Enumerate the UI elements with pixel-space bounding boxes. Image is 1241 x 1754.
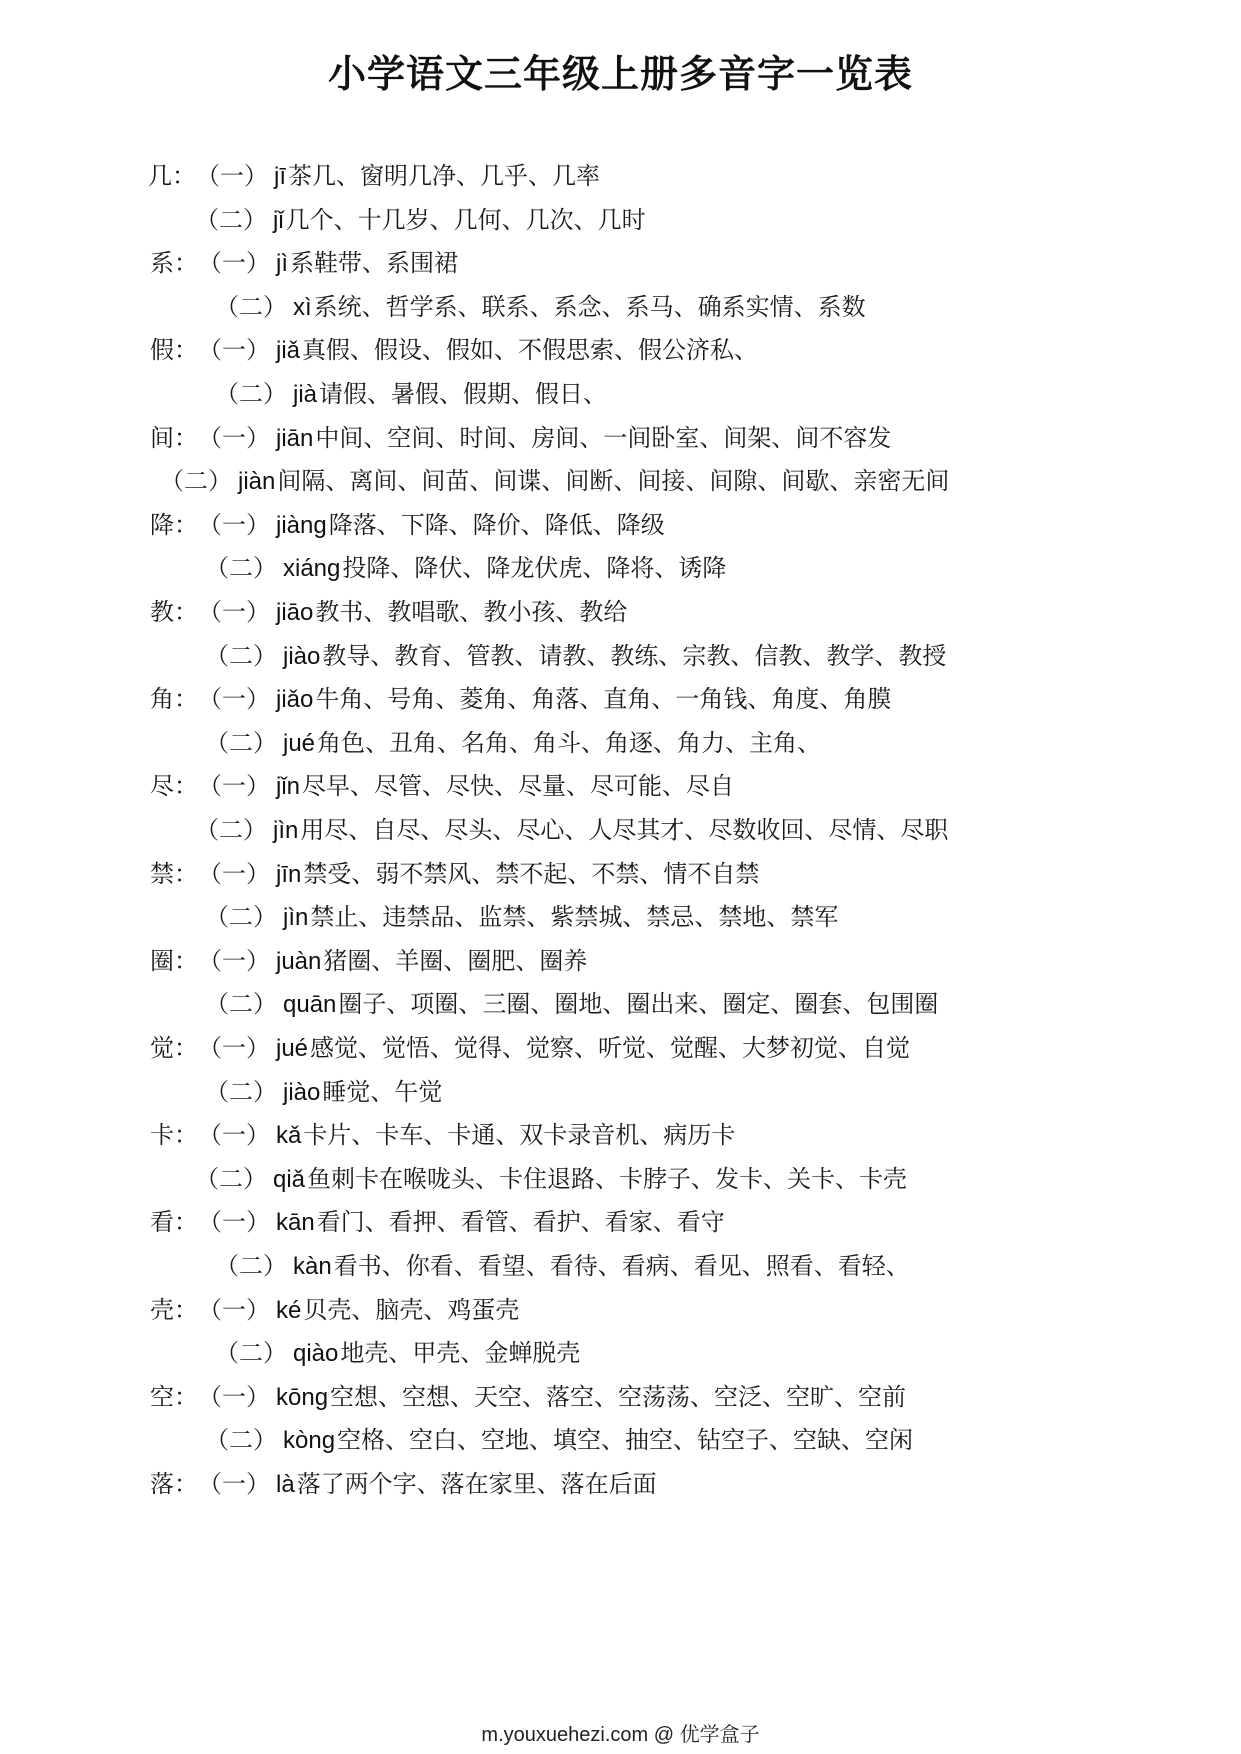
character-head: 落： [150, 1470, 198, 1498]
reading-number: （二） [215, 1252, 287, 1280]
character-head: 圈： [150, 947, 198, 975]
pinyin: jiān [276, 425, 314, 452]
entry-line [150, 945, 587, 977]
example-words: 投降、降伏、降龙伏虎、降将、诱降 [342, 554, 727, 582]
pinyin: jué [283, 730, 316, 757]
document-title: 小学语文三年级上册多音字一览表 [327, 52, 913, 96]
character-head: 角： [150, 685, 198, 713]
example-words: 教导、教育、管教、请教、教练、宗教、信教、教学、教授 [322, 642, 947, 670]
reading-number: （二） [160, 467, 232, 495]
pinyin: kǎ [276, 1122, 302, 1149]
example-words: 圈子、项圈、三圈、圈地、圈出来、圈定、圈套、包围圈 [338, 990, 939, 1018]
reading-number: （二） [215, 1339, 287, 1367]
character-head: 降： [150, 511, 198, 539]
entry-line [150, 1206, 725, 1238]
reading-number: （二） [205, 729, 277, 757]
example-words: 鱼刺卡在喉咙头、卡住退路、卡脖子、发卡、关卡、卡壳 [307, 1165, 908, 1193]
reading-number: （二） [195, 1165, 267, 1193]
reading-number: （一） [198, 1121, 270, 1149]
entry-line [215, 1337, 580, 1369]
reading-number: （一） [198, 685, 270, 713]
example-words: 几个、十几岁、几何、几次、几时 [285, 206, 646, 234]
reading-number: （二） [215, 293, 287, 321]
entry-line [205, 1424, 913, 1456]
reading-number: （二） [205, 554, 277, 582]
pinyin: jiāo [276, 599, 314, 626]
pinyin: quān [283, 991, 337, 1018]
example-words: 卡片、卡车、卡通、双卡录音机、病历卡 [303, 1121, 736, 1149]
entry-line [150, 1468, 657, 1500]
entry-line [150, 1381, 906, 1413]
pinyin: jué [276, 1035, 309, 1062]
entry-line [150, 509, 665, 541]
pinyin: kōng [276, 1384, 329, 1411]
reading-number: （一） [196, 162, 268, 190]
reading-number: （一） [198, 1383, 270, 1411]
character-head: 卡： [150, 1121, 198, 1149]
entry-line [150, 1294, 519, 1326]
entry-line [160, 465, 949, 497]
reading-number: （一） [198, 947, 270, 975]
example-words: 请假、暑假、假期、假日、 [319, 380, 608, 408]
example-words: 落了两个字、落在家里、落在后面 [296, 1470, 657, 1498]
reading-number: （一） [198, 1296, 270, 1324]
example-words: 真假、假设、假如、不假思索、假公济私、 [302, 336, 759, 364]
character-head: 觉： [150, 1034, 198, 1062]
example-words: 牛角、号角、菱角、角落、直角、一角钱、角度、角膜 [315, 685, 892, 713]
example-words: 看门、看押、看管、看护、看家、看守 [316, 1208, 725, 1236]
example-words: 睡觉、午觉 [322, 1078, 443, 1106]
example-words: 地壳、甲壳、金蝉脱壳 [340, 1339, 581, 1367]
entry-line [195, 1163, 907, 1195]
pinyin: jiào [283, 1079, 321, 1106]
entry-line [148, 160, 600, 192]
entry-line [150, 770, 734, 802]
entry-line [195, 204, 646, 236]
reading-number: （一） [198, 424, 270, 452]
pinyin: jì [276, 250, 288, 277]
entry-line [150, 247, 458, 279]
example-words: 贝壳、脑壳、鸡蛋壳 [303, 1296, 520, 1324]
pinyin: jiào [283, 643, 321, 670]
character-head: 禁： [150, 860, 198, 888]
reading-number: （二） [205, 1078, 277, 1106]
pinyin: kòng [283, 1427, 336, 1454]
footer-watermark: m.youxuehezi.com @ 优学盒子 [481, 1724, 760, 1746]
character-head: 间： [150, 424, 198, 452]
example-words: 间隔、离间、间苗、间谍、间断、间接、间隙、间歇、亲密无间 [277, 467, 950, 495]
example-words: 茶几、窗明几净、几乎、几率 [288, 162, 600, 190]
character-head: 壳： [150, 1296, 198, 1324]
entry-line [205, 640, 946, 672]
character-head: 尽： [150, 772, 198, 800]
reading-number: （二） [215, 380, 287, 408]
character-head: 假： [150, 336, 198, 364]
pinyin: kān [276, 1209, 315, 1236]
pinyin: xì [293, 294, 312, 321]
reading-number: （一） [198, 511, 270, 539]
reading-number: （一） [198, 1470, 270, 1498]
pinyin: kàn [293, 1253, 332, 1280]
pinyin: là [276, 1471, 295, 1498]
reading-number: （一） [198, 772, 270, 800]
entry-line [205, 1076, 442, 1108]
entry-line [150, 334, 758, 366]
example-words: 系统、哲学系、联系、系念、系马、确系实情、系数 [313, 293, 866, 321]
example-words: 禁止、违禁品、监禁、紫禁城、禁忌、禁地、禁军 [310, 903, 839, 931]
pinyin: juàn [276, 948, 322, 975]
pinyin: jìn [273, 817, 299, 844]
reading-number: （二） [205, 642, 277, 670]
character-head: 几： [148, 162, 196, 190]
pinyin: qiào [293, 1340, 339, 1367]
entry-line [150, 1032, 910, 1064]
pinyin: jīn [276, 861, 302, 888]
entry-line [215, 291, 866, 323]
pinyin: ké [276, 1297, 302, 1324]
pinyin: jī [274, 163, 286, 190]
character-head: 看： [150, 1208, 198, 1236]
reading-number: （一） [198, 1034, 270, 1062]
entry-line [215, 1250, 910, 1282]
entry-line [205, 727, 821, 759]
reading-number: （一） [198, 1208, 270, 1236]
entry-line [150, 683, 891, 715]
example-words: 角色、丑角、名角、角斗、角逐、角力、主角、 [317, 729, 822, 757]
example-words: 中间、空间、时间、房间、一间卧室、间架、间不容发 [315, 424, 892, 452]
pinyin: xiáng [283, 555, 341, 582]
example-words: 系鞋带、系围裙 [290, 249, 458, 277]
pinyin: jìn [283, 904, 309, 931]
character-head: 教： [150, 598, 198, 626]
reading-number: （一） [198, 249, 270, 277]
example-words: 空想、空想、天空、落空、空荡荡、空泛、空旷、空前 [330, 1383, 907, 1411]
example-words: 尽早、尽管、尽快、尽量、尽可能、尽自 [302, 772, 735, 800]
reading-number: （二） [195, 816, 267, 844]
example-words: 猪圈、羊圈、圈肥、圈养 [323, 947, 588, 975]
character-head: 系： [150, 249, 198, 277]
entry-line [205, 901, 838, 933]
pinyin: qiǎ [273, 1166, 306, 1193]
pinyin: jiàng [276, 512, 327, 539]
entry-line [205, 552, 726, 584]
reading-number: （一） [198, 598, 270, 626]
pinyin: jiǎo [276, 686, 314, 713]
example-words: 降落、下降、降价、降低、降级 [328, 511, 665, 539]
entry-line [195, 814, 948, 846]
reading-number: （一） [198, 860, 270, 888]
example-words: 用尽、自尽、尽头、尽心、人尽其才、尽数收回、尽情、尽职 [300, 816, 949, 844]
reading-number: （二） [205, 903, 277, 931]
example-words: 教书、教唱歌、教小孩、教给 [315, 598, 628, 626]
entry-line [150, 1119, 735, 1151]
entry-line [150, 422, 891, 454]
entry-line [205, 988, 938, 1020]
example-words: 禁受、弱不禁风、禁不起、不禁、情不自禁 [303, 860, 760, 888]
pinyin: jià [293, 381, 318, 408]
entry-line [215, 378, 607, 410]
entry-line [150, 858, 759, 890]
pinyin: jǐ [273, 207, 284, 234]
entry-line [150, 596, 627, 628]
reading-number: （二） [205, 990, 277, 1018]
reading-number: （一） [198, 336, 270, 364]
reading-number: （二） [195, 206, 267, 234]
character-head: 空： [150, 1383, 198, 1411]
reading-number: （二） [205, 1426, 277, 1454]
pinyin: jiǎ [276, 337, 301, 364]
example-words: 看书、你看、看望、看待、看病、看见、照看、看轻、 [333, 1252, 910, 1280]
pinyin: jǐn [276, 773, 301, 800]
example-words: 感觉、觉悟、觉得、觉察、听觉、觉醒、大梦初觉、自觉 [310, 1034, 911, 1062]
example-words: 空格、空白、空地、填空、抽空、钻空子、空缺、空闲 [337, 1426, 914, 1454]
pinyin: jiàn [238, 468, 276, 495]
